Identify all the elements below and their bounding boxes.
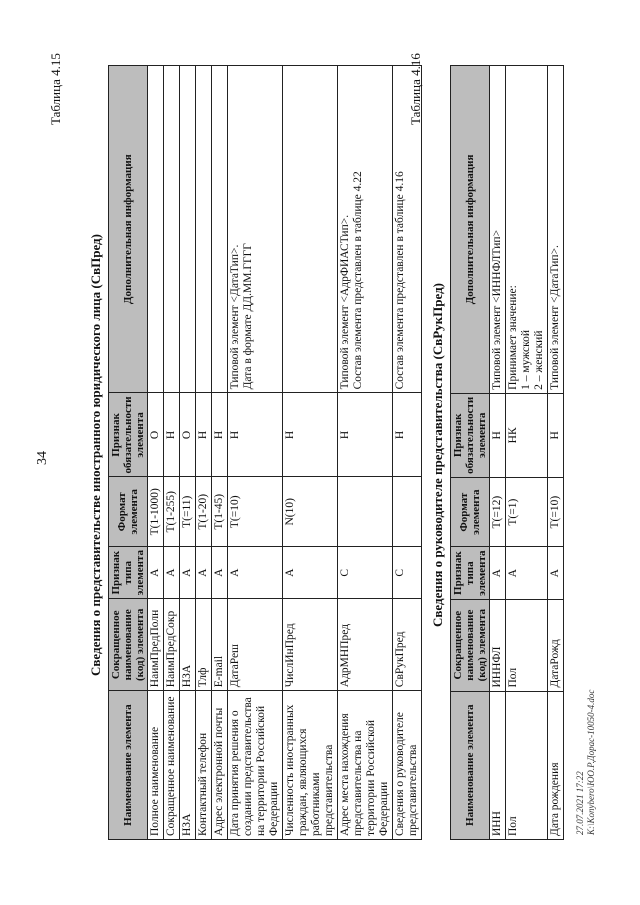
table2-header-code: Сокращенное наименование (код) элемента	[451, 599, 490, 691]
cell-type: С	[338, 547, 393, 599]
table1-header-info: Дополнительная информация	[109, 66, 148, 393]
cell-type: С	[393, 547, 422, 599]
cell-code: E-mail	[212, 599, 228, 691]
cell-format: T(1-1000)	[148, 477, 164, 547]
cell-name: Адрес места нахождения представительства на территории Российской Федерации	[338, 691, 393, 840]
cell-info: Состав элемента представлен в таблице 4.16	[393, 66, 422, 393]
cell-required: Н	[490, 393, 506, 477]
table2-title: Сведения о руководителе представительства (СвРукПред)	[430, 283, 445, 627]
cell-info	[196, 66, 212, 393]
cell-required: Н	[393, 393, 422, 477]
table-row	[338, 66, 393, 840]
table2-header-required: Признак обязательности элемента	[451, 393, 490, 477]
cell-required: Н	[548, 393, 564, 477]
cell-code: СвРукПред	[393, 599, 422, 691]
cell-code: Пол	[506, 599, 548, 691]
table-row	[393, 66, 422, 840]
cell-required: Н	[228, 393, 283, 477]
cell-required: Н	[338, 393, 393, 477]
table-row	[228, 66, 283, 840]
cell-required: О	[148, 393, 164, 477]
cell-name: Сведения о руководителе представительства	[393, 691, 422, 840]
cell-name: НЗА	[180, 691, 196, 840]
cell-info: Типовой элемент <ДатаТип>. Дата в формате ДД.ММ.ГГГГ	[228, 66, 283, 393]
cell-name: Дата принятия решения о создании представительства на территории Российской Федерации	[228, 691, 283, 840]
cell-format: T(=10)	[228, 477, 283, 547]
table-row	[164, 66, 180, 840]
cell-required: Н	[164, 393, 180, 477]
table-row	[212, 66, 228, 840]
table-row	[506, 66, 548, 840]
table-row	[148, 66, 164, 840]
cell-required: НК	[506, 393, 548, 477]
table2	[450, 65, 564, 840]
cell-code: НаимПредПолн	[148, 599, 164, 691]
cell-code: ИННФЛ	[490, 599, 506, 691]
cell-name: Сокращенное наименование	[164, 691, 180, 840]
cell-code: ДатаРеш	[228, 599, 283, 691]
cell-format: T(1-45)	[212, 477, 228, 547]
table2-header-row	[451, 66, 490, 840]
table1-header-type: Признак типа элемента	[109, 547, 148, 599]
cell-type: А	[164, 547, 180, 599]
cell-type: А	[148, 547, 164, 599]
cell-required: О	[180, 393, 196, 477]
cell-name: Дата рождения	[548, 691, 564, 839]
cell-format: T(=11)	[180, 477, 196, 547]
cell-type: А	[283, 547, 338, 599]
cell-format: T(=1)	[506, 477, 548, 547]
table2-header-info: Дополнительная информация	[451, 66, 490, 394]
table-row	[283, 66, 338, 840]
cell-name: Адрес электронной почты	[212, 691, 228, 840]
cell-name: Контактный телефон	[196, 691, 212, 840]
table1-title: Сведения о представительстве иностранного юридического лица (СвПред)	[88, 234, 103, 676]
cell-info	[212, 66, 228, 393]
cell-format	[338, 477, 393, 547]
table-row	[548, 66, 564, 840]
cell-info	[180, 66, 196, 393]
cell-name: Полное наименование	[148, 691, 164, 840]
cell-name: Численность иностранных граждан, являющихся работниками представительства	[283, 691, 338, 840]
cell-info	[164, 66, 180, 393]
table1-header-name: Наименование элемента	[109, 691, 148, 840]
cell-type: А	[212, 547, 228, 599]
cell-format: N(10)	[283, 477, 338, 547]
cell-required: Н	[196, 393, 212, 477]
cell-info	[148, 66, 164, 393]
cell-code: НаимПредСокр	[164, 599, 180, 691]
cell-type: А	[228, 547, 283, 599]
cell-format: T(=12)	[490, 477, 506, 547]
cell-format	[393, 477, 422, 547]
footer-stamp	[575, 690, 597, 835]
footer-date: 27.07.2021 17:22	[575, 771, 585, 835]
cell-type: А	[180, 547, 196, 599]
cell-required: Н	[283, 393, 338, 477]
cell-format: T(1-255)	[164, 477, 180, 547]
table-row	[196, 66, 212, 840]
table1-header-code: Сокращенное наименование (код) элемента	[109, 599, 148, 691]
cell-info: Типовой элемент <ДатаТип>.	[548, 66, 564, 394]
table2-header-format: Формат элемента	[451, 477, 490, 547]
table1-header-row	[109, 66, 148, 840]
cell-type: А	[506, 547, 548, 599]
cell-format: T(=10)	[548, 477, 564, 547]
table2-header-type: Признак типа элемента	[451, 547, 490, 599]
table1-header-required: Признак обязательности элемента	[109, 393, 148, 477]
table2-caption: Таблица 4.16	[408, 53, 423, 125]
table1	[108, 65, 422, 840]
cell-name: Пол	[506, 691, 548, 839]
cell-name: ИНН	[490, 691, 506, 839]
table-row	[180, 66, 196, 840]
cell-code: ДатаРожд	[548, 599, 564, 691]
table1-header-format: Формат элемента	[109, 477, 148, 547]
cell-code: АдрМНПред	[338, 599, 393, 691]
cell-info	[283, 66, 338, 393]
cell-type: А	[548, 547, 564, 599]
table1-caption: Таблица 4.15	[48, 53, 63, 125]
table-row	[490, 66, 506, 840]
cell-required: Н	[212, 393, 228, 477]
table2-header-name: Наименование элемента	[451, 691, 490, 839]
cell-info: Типовой элемент <АдрФИАСТип>. Состав элемента представлен в таблице 4.22	[338, 66, 393, 393]
cell-info: Типовой элемент <ИННФЛТип>	[490, 66, 506, 394]
cell-info: Принимает значение: 1 – мужской 2 – женский	[506, 66, 548, 394]
footer-path: K:\Konybero\ЮО.Р.Дорас-10050-4.doc	[586, 689, 596, 835]
cell-format: T(1-20)	[196, 477, 212, 547]
cell-type: А	[196, 547, 212, 599]
cell-code: НЗА	[180, 599, 196, 691]
page-number: 34	[35, 451, 50, 465]
cell-code: ЧислИнПред	[283, 599, 338, 691]
cell-type: А	[490, 547, 506, 599]
cell-code: Тлф	[196, 599, 212, 691]
